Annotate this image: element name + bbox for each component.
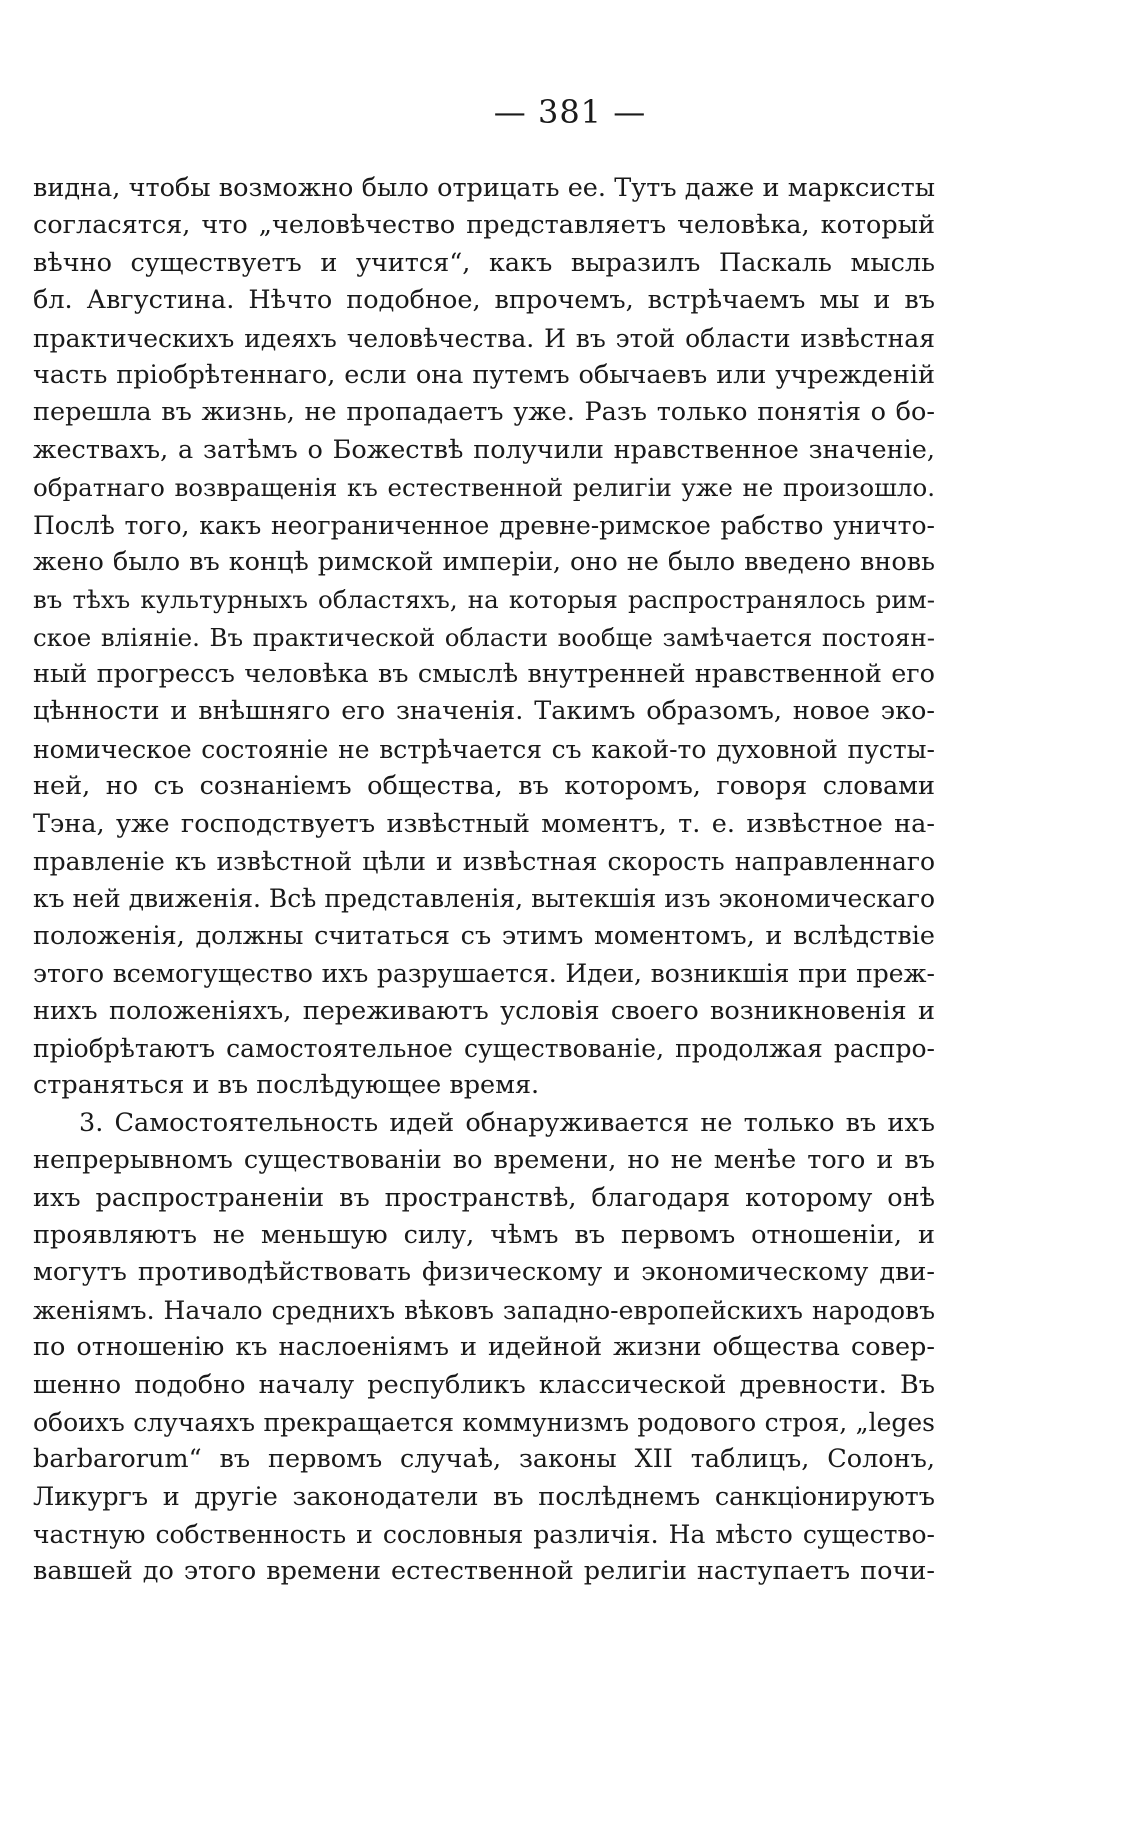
- text-line: практическихъ идеяхъ человѣчества. И въ этой области извѣстная: [33, 323, 935, 353]
- text-line: Тэна, уже господствуетъ извѣстный моментъ, т. е. извѣстное на-: [33, 808, 935, 839]
- text-line: правленіе къ извѣстной цѣли и извѣстная скорость направленнаго: [33, 847, 935, 877]
- page-number: — 381 —: [493, 93, 647, 131]
- text-line: номическое состояніе не встрѣчается съ какой-то духовной пусты-: [33, 734, 935, 764]
- text-line: могутъ противодѣйствовать физическому и экономическому дви-: [33, 1257, 935, 1288]
- text-line: ный прогрессъ человѣка въ смыслѣ внутренней нравственной его: [33, 659, 935, 690]
- text-line: этого всемогущество ихъ разрушается. Идеи, возникшія при преж-: [33, 959, 935, 989]
- text-line: вавшей до этого времени естественной религіи наступаетъ почи-: [33, 1556, 935, 1587]
- text-line: Ликургъ и другіе законодатели въ послѣднемъ санкціонируютъ: [33, 1481, 935, 1512]
- text-line: согласятся, что „человѣчество представляетъ человѣка, который: [33, 210, 935, 241]
- text-line: шенно подобно началу республикъ классической древности. Въ: [33, 1369, 935, 1400]
- body-text: [33, 170, 935, 1591]
- text-line: перешла въ жизнь, не пропадаетъ уже. Разъ только понятія о бо-: [33, 397, 935, 428]
- text-line: ней, но съ сознаніемъ общества, въ которомъ, говоря словами: [33, 771, 935, 802]
- text-line: barbarorum“ въ первомъ случаѣ, законы XII таблицъ, Солонъ,: [33, 1444, 935, 1475]
- text-line: вѣчно существуетъ и учится“, какъ выразилъ Паскаль мысль: [33, 247, 935, 278]
- text-line: часть пріобрѣтеннаго, если она путемъ обычаевъ или учрежденій: [33, 359, 935, 390]
- paragraph-last-line: страняться и въ послѣдующее время.: [33, 1070, 540, 1101]
- text-line: частную собственность и сословныя различія. На мѣсто существо-: [33, 1520, 935, 1550]
- text-line: ихъ распространеніи въ пространствѣ, благодаря которому онѣ: [33, 1182, 935, 1213]
- paragraph-first-line: 3. Самостоятельность идей обнаруживается не только въ ихъ: [79, 1107, 935, 1138]
- text-line: обоихъ случаяхъ прекращается коммунизмъ родового строя, „leges: [33, 1407, 935, 1437]
- text-line: обратнаго возвращенія къ естественной религіи уже не произошло.: [33, 473, 935, 503]
- text-line: ское вліяніе. Въ практической области вообще замѣчается постоян-: [33, 622, 935, 652]
- text-line: пріобрѣтаютъ самостоятельное существованіе, продолжая распро-: [33, 1033, 935, 1063]
- text-line: въ тѣхъ культурныхъ областяхъ, на которыя распространялось рим-: [33, 585, 935, 615]
- text-line: видна, чтобы возможно было отрицать ее. Тутъ даже и марксисты: [33, 173, 935, 203]
- text-line: Послѣ того, какъ неограниченное древне-римское рабство уничто-: [33, 510, 935, 540]
- text-line: положенія, должны считаться съ этимъ моментомъ, и вслѣдствіе: [33, 920, 935, 951]
- text-line: бл. Августина. Нѣчто подобное, впрочемъ, встрѣчаемъ мы и въ: [33, 285, 935, 316]
- text-line: цѣнности и внѣшняго его значенія. Такимъ образомъ, новое эко-: [33, 696, 935, 727]
- text-line: жено было въ концѣ римской имперіи, оно не было введено вновь: [33, 546, 935, 577]
- text-line: по отношенію къ наслоеніямъ и идейной жизни общества совер-: [33, 1332, 935, 1363]
- text-line: женіямъ. Начало среднихъ вѣковъ западно-европейскихъ народовъ: [33, 1295, 935, 1325]
- text-line: жествахъ, а затѣмъ о Божествѣ получили нравственное значеніе,: [33, 434, 935, 465]
- text-line: проявляютъ не меньшую силу, чѣмъ въ первомъ отношеніи, и: [33, 1219, 935, 1250]
- text-line: непрерывномъ существованіи во времени, но не менѣе того и въ: [33, 1145, 935, 1176]
- text-line: нихъ положеніяхъ, переживаютъ условія своего возникновенія и: [33, 995, 935, 1026]
- text-line: къ ней движенія. Всѣ представленія, вытекшія изъ экономическаго: [33, 884, 935, 914]
